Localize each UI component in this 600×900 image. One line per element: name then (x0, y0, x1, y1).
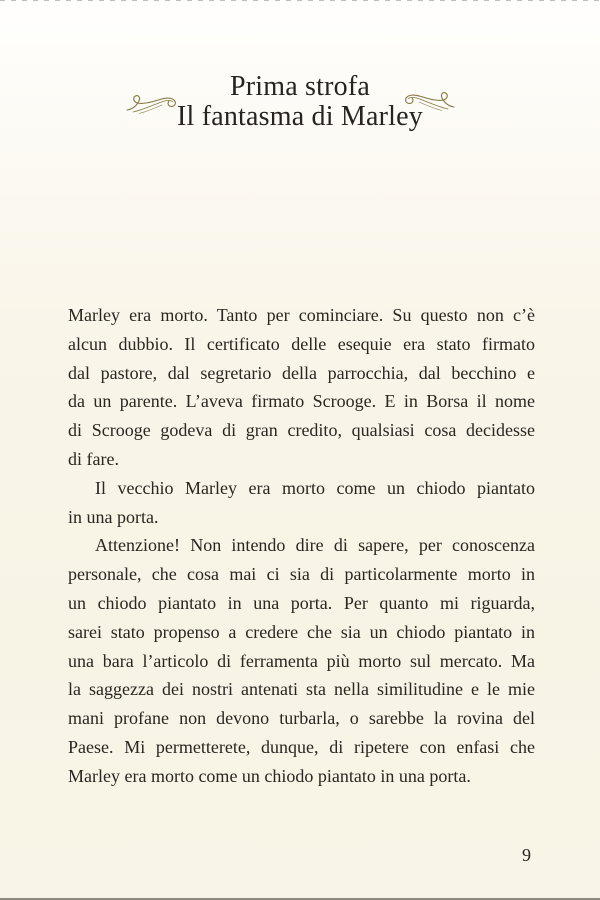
text-line: di fare. (68, 448, 119, 469)
text-line: sarei stato propenso a credere che sia un chiodo piantato in (68, 621, 535, 642)
page-footer (0, 844, 600, 870)
text-line: la saggezza dei nostri antenati sta nella similitudine e le mie (68, 679, 535, 700)
chapter-body (68, 301, 535, 791)
calligraphic-flourish-left-icon (124, 89, 178, 119)
paragraph (68, 531, 535, 790)
chapter-name-line: Il fantasma di Marley (176, 101, 423, 132)
paragraph (68, 474, 535, 532)
scan-edge-top (0, 0, 600, 1)
text-line: Marley era morto come un chiodo piantato in una porta. (68, 765, 471, 786)
text-line: una bara l’articolo di ferramenta più morto sul mercato. Ma (68, 650, 535, 671)
text-line: Paese. Mi permetterete, dunque, di ripetere con enfasi che (68, 736, 535, 757)
paragraph (68, 301, 535, 474)
text-line: mani profane non devono turbarla, o sarebbe la rovina del (68, 708, 535, 729)
text-line: un chiodo piantato in una porta. Per quanto mi riguarda, (68, 592, 535, 613)
chapter-number-line: Prima strofa (229, 71, 371, 102)
chapter-title (0, 72, 600, 132)
text-line: alcun dubbio. Il certificato delle esequie era stato firmato (68, 333, 535, 354)
text-line: di Scrooge godeva di gran credito, qualsiasi cosa decidesse (68, 420, 535, 441)
text-line: da un parente. L’aveva firmato Scrooge. E in Borsa il nome (68, 391, 535, 412)
chapter-header (0, 72, 600, 132)
text-line: dal pastore, dal segretario della parrocchia, dal becchino e (68, 362, 535, 383)
text-line: in una porta. (68, 506, 159, 527)
text-line: personale, che cosa mai ci sia di particolarmente morto in (68, 564, 535, 585)
text-line: Il vecchio Marley era morto come un chiodo piantato (95, 477, 535, 498)
text-line: Attenzione! Non intendo dire di sapere, per conoscenza (95, 535, 535, 556)
calligraphic-flourish-right-icon (403, 86, 457, 116)
text-line: Marley era morto. Tanto per cominciare. Su questo non c’è (68, 305, 535, 325)
page-number: 9 (522, 845, 531, 865)
